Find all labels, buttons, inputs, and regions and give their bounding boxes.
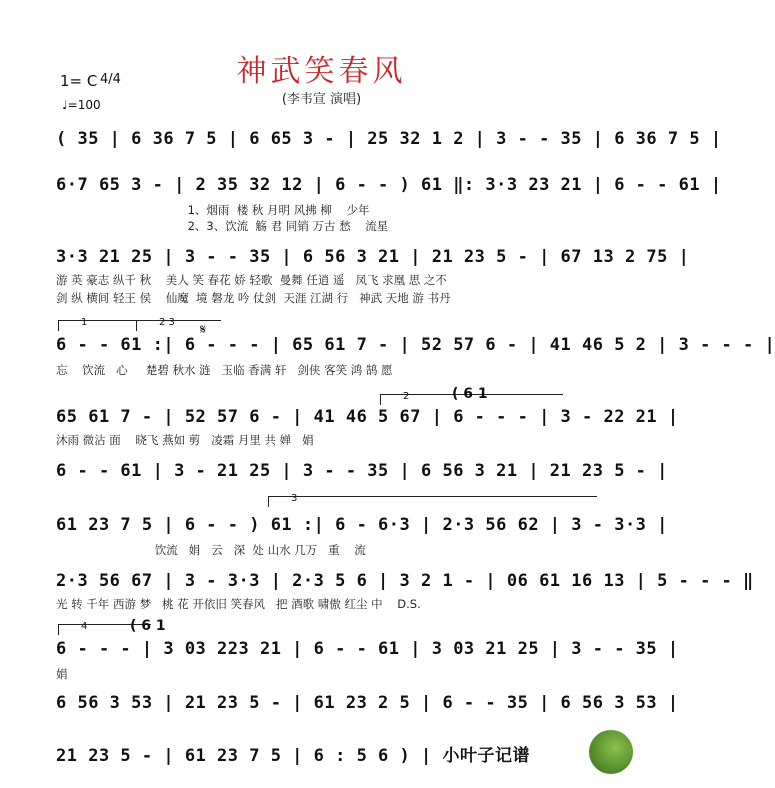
lyric-line: 游 英 豪志 纵千 秋 美人 笑 春花 娇 轻歌 曼舞 任逍 遥 凤飞 求凰 思 之不: [56, 273, 447, 287]
lyric-line: 娟: [56, 667, 68, 681]
score-row: 6 56 3 53 | 21 23 5 - | 61 23 2 5 | 6 - - 35 | 6 56 3 53 |: [56, 693, 679, 713]
song-title: 神武笑春风: [236, 54, 407, 89]
parenthesized-note: ( 6 1: [130, 618, 166, 634]
score-row: ( 35 | 6 36 7 5 | 6 65 3 - | 25 32 1 2 | 3 - - 35 | 6 36 7 5 |: [56, 129, 722, 149]
score-row: 2·3 56 67 | 3 - 3·3 | 2·3 5 6 | 3 2 1 - | 06 61 16 13 | 5 - - - ‖: [56, 571, 754, 591]
score-row: 6·7 65 3 - | 2 35 32 12 | 6 - - ) 61 ‖: 3·3 23 21 | 6 - - 61 |: [56, 175, 722, 195]
score-row: 6 - - 61 | 3 - 21 25 | 3 - - 35 | 6 56 3 21 | 21 23 5 - |: [56, 461, 668, 481]
lyric-line: 饮流 娟 云 深 处 山水 几万 重 流: [56, 543, 366, 557]
leaf-logo-icon: [589, 730, 633, 774]
ending-bracket-2-3: 2 3: [136, 320, 221, 331]
score-row: 6 - - 61 :| 6 - - - | 65 61 7 - | 52 57 6 - | 41 46 5 2 | 3 - - - |: [56, 335, 775, 355]
lyric-line: 沐雨 微沾 面 晓飞 燕如 剪 凌霜 月里 共 婵 娟: [56, 433, 314, 447]
ending-bracket-4: 4: [58, 624, 151, 635]
lyric-line: 光 转 千年 西游 梦 桃 花 开依旧 笑春风 把 酒歌 啸傲 红尘 中 D.S.: [56, 597, 421, 611]
lyric-line: 1、烟雨 楼 秋 月明 风拂 柳 少年: [56, 203, 370, 217]
ending-bracket-1: 1: [58, 320, 151, 331]
score-row: 6 - - - | 3 03 223 21 | 6 - - 61 | 3 03 21 25 | 3 - - 35 |: [56, 639, 679, 659]
parenthesized-note: ( 6 1: [452, 386, 488, 402]
segno-sign: 𝄋: [200, 322, 207, 338]
lyric-line: 2、3、饮流 觞 君 同销 万古 愁 流星: [56, 219, 389, 233]
lyric-line: 剑 纵 横间 轻王 侯 仙魔 境 磐龙 吟 仗剑 天涯 江湖 行 神武 天地 游 书丹: [56, 291, 451, 305]
score-row: 21 23 5 - | 61 23 7 5 | 6 : 5 6 ) | 小叶子记谱: [56, 745, 530, 766]
ending-bracket-2: 2: [380, 394, 563, 405]
score-row: 61 23 7 5 | 6 - - ) 61 :| 6 - 6·3 | 2·3 56 62 | 3 - 3·3 |: [56, 515, 668, 535]
time-signature: 4/4: [100, 72, 121, 87]
ending-bracket-3: 3: [268, 496, 597, 507]
score-row: 65 61 7 - | 52 57 6 - | 41 46 5 67 | 6 - - - | 3 - 22 21 |: [56, 407, 679, 427]
singer-credit: (李韦宣 演唱): [281, 92, 362, 107]
score-row: 3·3 21 25 | 3 - - 35 | 6 56 3 21 | 21 23 5 - | 67 13 2 75 |: [56, 247, 690, 267]
tempo-marking: ♩=100: [62, 98, 101, 112]
key-signature: 1= C: [60, 72, 98, 90]
lyric-line: 忘 饮流 心 楚碧 秋水 涟 玉临 香满 轩 剑侠 客笑 鸿 鹄 愿: [56, 363, 393, 377]
